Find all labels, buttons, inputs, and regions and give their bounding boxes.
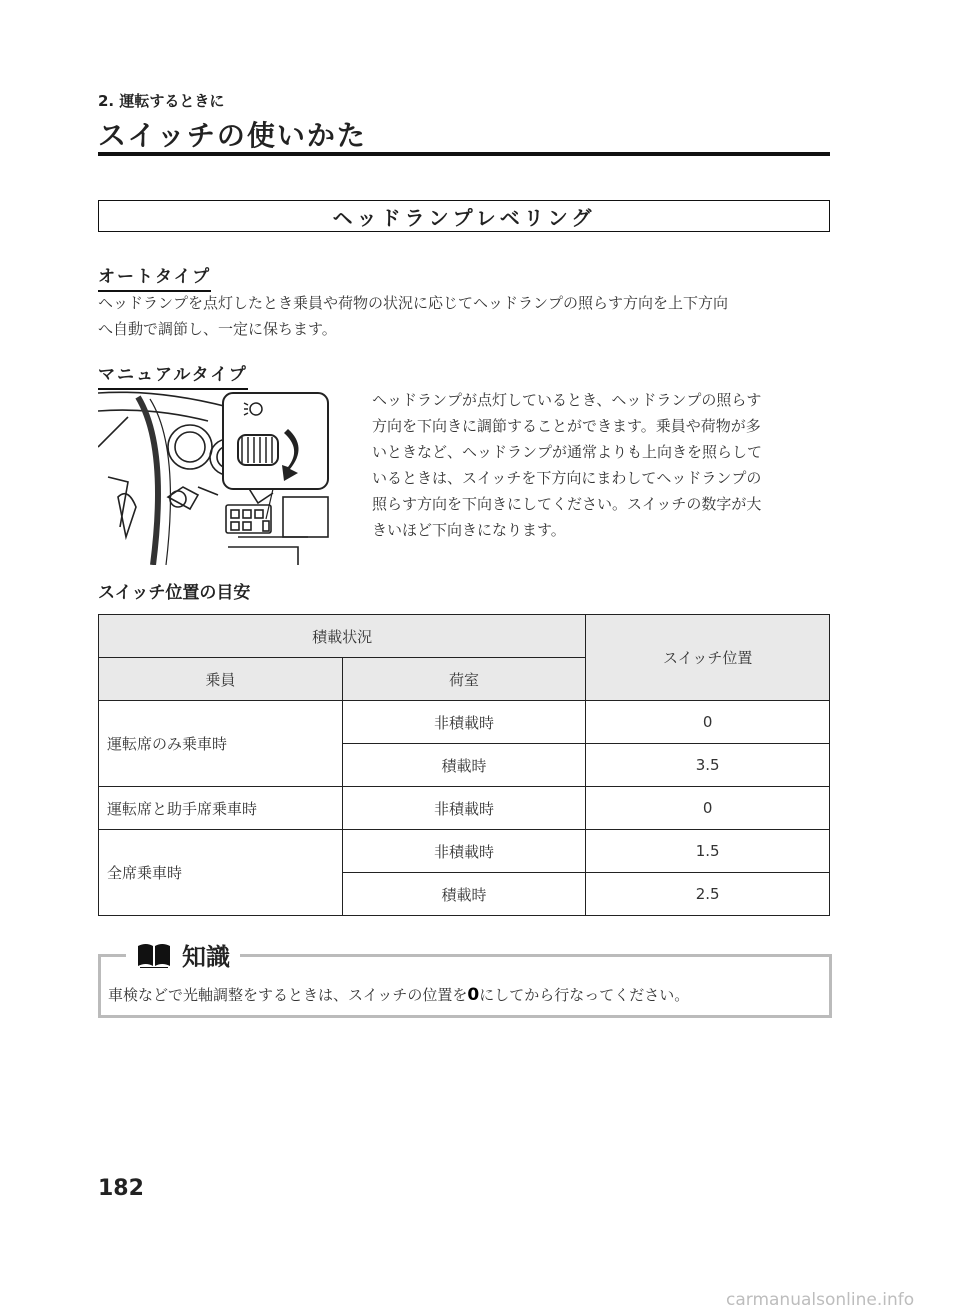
dashboard-switch-illustration	[98, 387, 348, 565]
note-heading	[126, 937, 240, 972]
manual-type-line: 方向を下向きに調節することができます。乗員や荷物が多	[372, 417, 761, 435]
switch-guide-heading: スイッチ位置の目安	[98, 583, 251, 603]
auto-type-line: ヘッドランプを点灯したとき乗員や荷物の状況に応じてヘッドランプの照らす方向を上下方向	[98, 294, 729, 312]
cargo-cell: 非積載時	[342, 830, 586, 873]
table-row	[99, 830, 830, 873]
note-zero: 0	[467, 985, 480, 1005]
watermark-footer: carmanualsonline.info	[726, 1290, 915, 1310]
header-switch-position: スイッチ位置	[586, 615, 830, 701]
auto-type-line: へ自動で調節し、一定に保ちます。	[98, 320, 337, 338]
occupants-cell: 運転席のみ乗車時	[99, 701, 343, 787]
auto-type-text	[98, 290, 728, 342]
header-load-status: 積載状況	[99, 615, 586, 658]
position-cell: 0	[586, 701, 830, 744]
cargo-cell: 積載時	[342, 744, 586, 787]
manual-type-text	[372, 387, 762, 543]
cargo-cell: 積載時	[342, 873, 586, 916]
header-cargo: 荷室	[342, 658, 586, 701]
position-cell: 3.5	[586, 744, 830, 787]
auto-type-heading: オートタイプ	[98, 262, 211, 292]
note-text-before: 車検などで光軸調整をするときは、スイッチの位置を	[108, 986, 468, 1004]
switch-position-table	[98, 614, 830, 916]
cargo-cell: 非積載時	[342, 701, 586, 744]
note-text	[108, 984, 689, 1005]
header-occupants: 乗員	[99, 658, 343, 701]
note-heading-label: 知識	[182, 943, 230, 971]
chapter-label: 2. 運転するときに	[98, 92, 225, 110]
manual-type-line: いるときは、スイッチを下方向にまわしてヘッドランプの	[372, 469, 762, 487]
position-cell: 0	[586, 787, 830, 830]
cargo-cell: 非積載時	[342, 787, 586, 830]
table-row	[99, 701, 830, 744]
title-rule	[98, 152, 830, 156]
section-title: ヘッドランプレベリング	[98, 200, 830, 232]
manual-type-heading: マニュアルタイプ	[98, 360, 248, 390]
manual-type-line: 照らす方向を下向きにしてください。スイッチの数字が大	[372, 495, 762, 513]
page-number: 182	[98, 1176, 144, 1201]
note-text-after: にしてから行なってください。	[479, 986, 690, 1004]
table-row	[99, 787, 830, 830]
manual-type-line: きいほど下向きになります。	[372, 521, 566, 539]
book-icon	[136, 942, 172, 968]
table-header-row	[99, 615, 830, 658]
page-title: スイッチの使いかた	[98, 119, 367, 152]
occupants-cell: 運転席と助手席乗車時	[99, 787, 343, 830]
position-cell: 2.5	[586, 873, 830, 916]
position-cell: 1.5	[586, 830, 830, 873]
occupants-cell: 全席乗車時	[99, 830, 343, 916]
manual-type-line: ヘッドランプが点灯しているとき、ヘッドランプの照らす	[372, 391, 762, 409]
manual-type-line: いときなど、ヘッドランプが通常よりも上向きを照らして	[372, 443, 763, 461]
